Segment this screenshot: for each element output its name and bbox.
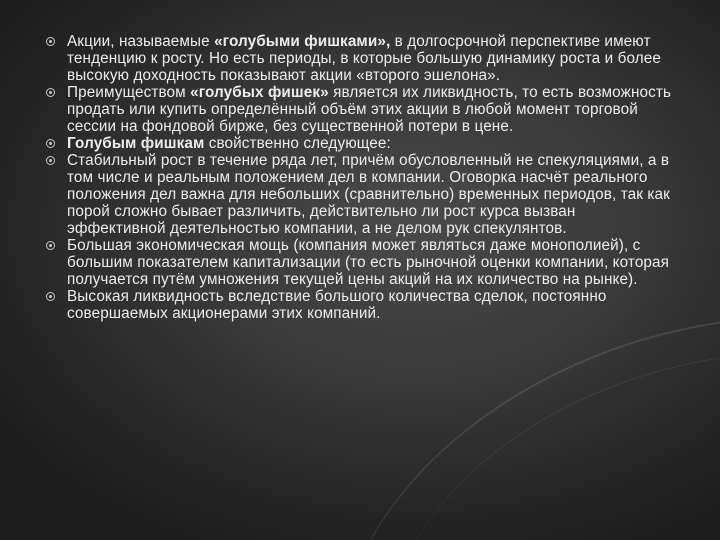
bullet-list — [46, 33, 676, 322]
bullet-text-bold: «голубых фишек» — [190, 84, 329, 101]
bullet-text: Преимуществом — [67, 84, 191, 101]
bullet-text-bold: «голубыми фишками», — [214, 33, 391, 50]
bullet-item — [46, 152, 676, 237]
bullet-item — [46, 288, 676, 322]
bullet-text-bold: Голубым фишкам — [67, 135, 205, 152]
bullet-text: Стабильный рост в течение ряда лет, причём обусловленный не спекуляциями, а в том числе и реальным положением дел в компании. Оговорка насчёт реального положения дел важна для небольших (сравнительно) временных периодов, так как порой сложно бывает различить, действительно ли рост курса вызван эффективной деятельностью компании, а не делом рук спекулянтов. — [67, 152, 670, 237]
bullet-text: Акции, называемые — [67, 33, 215, 50]
circle-bullet-icon — [46, 88, 55, 97]
bullet-item — [46, 84, 676, 135]
bullet-text: Большая экономическая мощь (компания может являться даже монополией), с большим показателем капитализации (то есть рыночной оценки компании, которая получается путём умножения текущей цены акций на их количество на рынке). — [67, 237, 670, 288]
circle-bullet-icon — [46, 139, 55, 148]
bullet-item — [46, 33, 676, 84]
bullet-text: свойственно следующее: — [204, 135, 391, 152]
bullet-text: в долгосрочной перспективе имеют тенденцию к росту. Но есть периоды, в которые большую динамику роста и более высокую доходность показывают акции «второго эшелона». — [67, 33, 661, 84]
bullet-text: является их ликвидность, то есть возможность продать или купить определённый объём этих акции в любой момент торговой сессии на фондовой бирже, без существенной потери в цене. — [67, 84, 672, 135]
circle-bullet-icon — [46, 241, 55, 250]
bullet-text: Высокая ликвидность вследствие большого количества сделок, постоянно совершаемых акционерами этих компаний. — [67, 288, 607, 322]
circle-bullet-icon — [46, 292, 55, 301]
circle-bullet-icon — [46, 37, 55, 46]
bullet-item — [46, 135, 676, 152]
circle-bullet-icon — [46, 156, 55, 165]
bullet-item — [46, 237, 676, 288]
